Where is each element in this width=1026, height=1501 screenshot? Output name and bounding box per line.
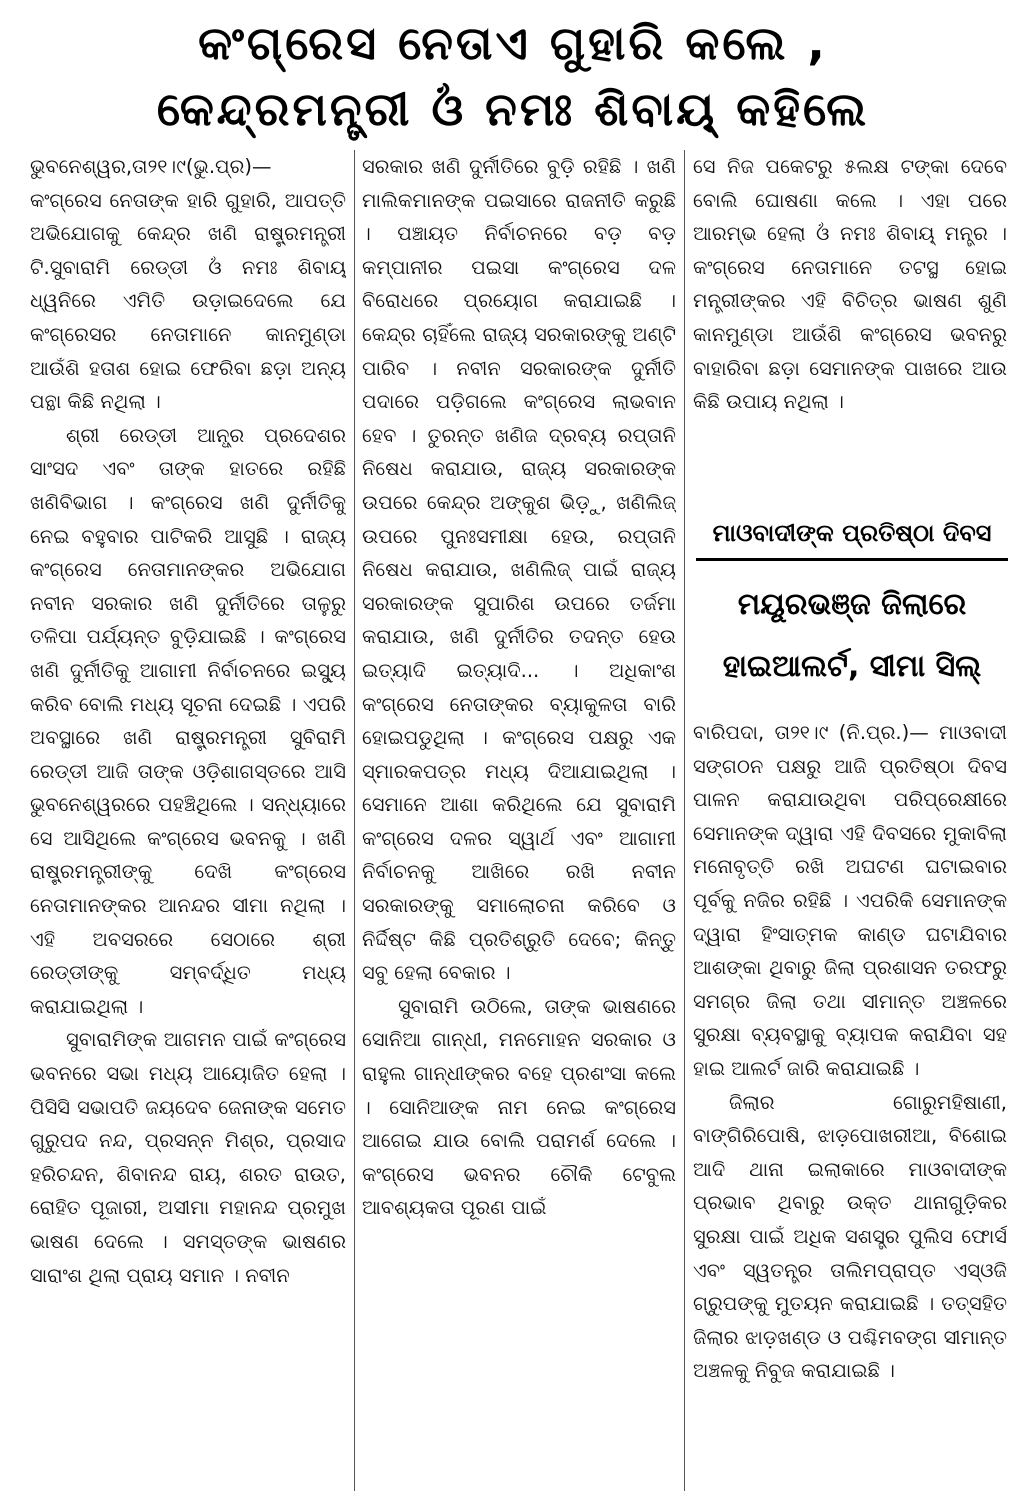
main-story-paragraph: ସୁବାରାମି ଉଠିଲେ, ତାଙ୍କ ଭାଷଣରେ ସୋନିଆ ଗାନ୍ଧୀ, ମନମୋହନ ସରକାର ଓ ରାହୁଲ ଗାନ୍ଧୀଙ୍କର ବହେ ପ୍ରଶଂସା କଲେ । ସୋନିଆଙ୍କ ନାମ ନେଇ କଂଗ୍ରେସ ଆଗେଇ ଯାଉ ବୋଲି ପରାମର୍ଶ ଦେଲେ । କଂଗ୍ରେସ ଭବନର ଚୌକି ଟେବୁଲ ଆବଶ୍ୟକତା ପୂରଣ ପାଇଁ bbox=[362, 994, 676, 1220]
second-story-column bbox=[693, 716, 1007, 1495]
second-story-paragraph: ଜିଲାର ଗୋରୁମହିଷାଣୀ, ବାଙ୍ଗିରିପୋଷି, ଝାଡ଼ପୋଖରୀଆ, ବିଶୋଇ ଆଦି ଥାନା ଇଲାକାରେ ମାଓବାଦୀଙ୍କ ପ୍ରଭାବ ଥିବାରୁ ଉକ୍ତ ଥାନାଗୁଡ଼ିକର ସୁରକ୍ଷା ପାଇଁ ଅଧିକ ସଶସ୍ତ୍ର ପୁଲିସ ଫୋର୍ସ ଏବଂ ସ୍ୱତନ୍ତ୍ର ତାଲିମପ୍ରାପ୍ତ ଏସ୍‌ଓଜି ଗ୍ରୁପଙ୍କୁ ମୁତୟନ କରାଯାଇଛି । ତତ୍‌ସହିତ ଜିଲାର ଝାଡ଼ଖଣ୍ଡ ଓ ପଶ୍ଚିମବଙ୍ଗ ସୀମାନ୍ତ ଅଞ୍ଚଳକୁ ନିବୁଜ କରାଯାଇଛି । bbox=[693, 1090, 1007, 1383]
main-story-paragraph bbox=[30, 150, 346, 419]
second-story-dateline: ବାରିପଦା, ତା୨୧।୯ (ନି.ପ୍ର.)— bbox=[693, 721, 929, 744]
main-story-paragraph: ଶ୍ରୀ ରେଡ୍ଡୀ ଆନ୍ଧ୍ର ପ୍ରଦେଶର ସାଂସଦ ଏବଂ ତାଙ୍କ ହାତରେ ରହିଛି ଖଣିବିଭାଗ । କଂଗ୍ରେସ ଖଣି ଦୁର୍ନୀତିକୁ ନେଇ ବହୁବାର ପାଟିକରି ଆସୁଛି । ରାଜ୍ୟ କଂଗ୍ରେସ ନେତାମାନଙ୍କର ଅଭିଯୋଗ ନବୀନ ସରକାର ଖଣି ଦୁର୍ନୀତିରେ ତାଳୁରୁ ତଳିପା ପର୍ଯ୍ୟନ୍ତ ବୁଡ଼ିଯାଇଛି । କଂଗ୍ରେସ ଖଣି ଦୁର୍ନୀତିକୁ ଆଗାମୀ ନିର୍ବାଚନରେ ଇସ୍ୟୁ କରିବ ବୋଲି ମଧ୍ୟ ସୂଚନା ଦେଇଛି । ଏପରି ଅବସ୍ଥାରେ ଖଣି ରାଷ୍ଟ୍ରମନ୍ତ୍ରୀ ସୁବିରାମି ରେଡ୍ଡୀ ଆଜି ତାଙ୍କ ଓଡ଼ିଶାଗସ୍ତରେ ଆସି ଭୁବନେଶ୍ୱରରେ ପହଞ୍ଚିଥିଲେ । ସନ୍ଧ୍ୟାରେ ସେ ଆସିଥିଲେ କଂଗ୍ରେସ ଭବନକୁ । ଖଣି ରାଷ୍ଟ୍ରମନ୍ତ୍ରୀଙ୍କୁ ଦେଖି କଂଗ୍ରେସ ନେତାମାନଙ୍କର ଆନନ୍ଦର ସୀମା ନଥିଲା । ଏହି ଅବସରରେ ସେଠାରେ ଶ୍ରୀ ରେଡ୍ଡୀଙ୍କୁ ସମ୍ବର୍ଦ୍ଧିତ ମଧ୍ୟ କରାଯାଇଥିଲା । bbox=[30, 423, 346, 1018]
main-story-paragraph: ସେ ନିଜ ପକେଟରୁ ୫ଲକ୍ଷ ଟଙ୍କା ଦେବେ ବୋଲି ଘୋଷଣା କଲେ । ଏହା ପରେ ଆରମ୍ଭ ହେଲା ଓଁ ନମଃ ଶିବାୟ୍ ମନ୍ତ୍ର । କଂଗ୍ରେସ ନେତାମାନେ ତଟସ୍ଥ ହୋଇ ମନ୍ତ୍ରୀଙ୍କର ଏହି ବିଚିତ୍ର ଭାଷଣ ଶୁଣି କାନମୁଣ୍ଡା ଆଉଁଶି କଂଗ୍ରେସ ଭବନରୁ ବାହାରିବା ଛଡ଼ା ସେମାନଙ୍କ ପାଖରେ ଆଉ କିଛି ଉପାୟ ନଥିଲା । bbox=[693, 155, 1007, 414]
second-story-paragraph bbox=[693, 716, 1007, 1086]
main-story-paragraph-text: କଂଗ୍ରେସ ନେତାଙ୍କ ହାରି ଗୁହାରି, ଆପତ୍ତି ଅଭିଯୋଗକୁ କେନ୍ଦ୍ର ଖଣି ରାଷ୍ଟ୍ରମନ୍ତ୍ରୀ ଟି.ସୁବାରାମି ରେଡ୍ଡୀ ଓଁ ନମଃ ଶିବାୟ୍ ଧ୍ୱନିରେ ଏମିତି ଉଡ଼ାଇଦେଲେ ଯେ କଂଗ୍ରେସର ନେତାମାନେ କାନମୁଣ୍ଡା ଆଉଁଶି ହତାଶ ହୋଇ ଫେରିବା ଛଡ଼ା ଅନ୍ୟ ପନ୍ଥା କିଛି ନଥିଲା । bbox=[30, 188, 346, 414]
second-story-headline-line-2: ହାଇଆଲର୍ଟ, ସୀମା ସିଲ୍ bbox=[722, 649, 982, 684]
column-divider bbox=[684, 150, 685, 1491]
second-story-kicker: ମାଓବାଦୀଙ୍କ ପ୍ରତିଷ୍ଠା ଦିବସ bbox=[712, 519, 992, 547]
main-headline bbox=[20, 10, 1006, 142]
kicker-underline bbox=[696, 558, 1008, 561]
column-divider bbox=[354, 150, 355, 1491]
main-story-paragraph: ସରକାର ଖଣି ଦୁର୍ନୀତିରେ ବୁଡ଼ି ରହିଛି । ଖଣି ମାଲିକମାନଙ୍କ ପଇସାରେ ରାଜନୀତି କରୁଛି । ପଞ୍ଚାୟତ ନିର୍ବାଚନରେ ବଡ଼ ବଡ଼ କମ୍ପାନୀର ପଇସା କଂଗ୍ରେସ ଦଳ ବିରୋଧରେ ପ୍ରୟୋଗ କରାଯାଇଛି । କେନ୍ଦ୍ର ଚାହିଁଲେ ରାଜ୍ୟ ସରକାରଙ୍କୁ ଅଣ୍ଟି ପାରିବ । ନବୀନ ସରକାରଙ୍କ ଦୁର୍ନୀତି ପଦାରେ ପଡ଼ିଗଲେ କଂଗ୍ରେସ ଲାଭବାନ ହେବ । ତୁରନ୍ତ ଖଣିଜ ଦ୍ରବ୍ୟ ରପ୍ତାନି ନିଷେଧ କରାଯାଉ, ରାଜ୍ୟ ସରକାରଙ୍କ ଉପରେ କେନ୍ଦ୍ର ଅଙ୍କୁଶ ଭିଡ଼ୁ, ଖଣିଲିଜ୍ ଉପରେ ପୁନଃସମୀକ୍ଷା ହେଉ, ରପ୍ତାନି ନିଷେଧ କରାଯାଉ, ଖଣିଲିଜ୍ ପାଇଁ ରାଜ୍ୟ ସରକାରଙ୍କ ସୁପାରିଶ ଉପରେ ତର୍ଜମା କରାଯାଉ, ଖଣି ଦୁର୍ନୀତିର ତଦନ୍ତ ହେଉ ଇତ୍ୟାଦି ଇତ୍ୟାଦି... । ଅଧିକାଂଶ କଂଗ୍ରେସ ନେତାଙ୍କର ବ୍ୟାକୁଳତା ବାରି ହୋଇପଡୁଥିଲା । କଂଗ୍ରେସ ପକ୍ଷରୁ ଏକ ସ୍ମାରକପତ୍ର ମଧ୍ୟ ଦିଆଯାଇଥିଲା । ସେମାନେ ଆଶା କରିଥିଲେ ଯେ ସୁବାରାମି କଂଗ୍ରେସ ଦଳର ସ୍ୱାର୍ଥ ଏବଂ ଆଗାମୀ ନିର୍ବାଚନକୁ ଆଖିରେ ରଖି ନବୀନ ସରକାରଙ୍କୁ ସମାଲୋଚନା କରିବେ ଓ ନିର୍ଦ୍ଦିଷ୍ଟ କିଛି ପ୍ରତିଶ୍ରୁତି ଦେବେ; କିନ୍ତୁ ସବୁ ହେଲା ବେକାର । bbox=[362, 155, 676, 985]
main-story-column-3 bbox=[693, 150, 1007, 506]
main-story-paragraph: ସୁବାରାମିଙ୍କ ଆଗମନ ପାଇଁ କଂଗ୍ରେସ ଭବନରେ ସଭା ମଧ୍ୟ ଆୟୋଜିତ ହେଲା । ପିସିସି ସଭାପତି ଜୟଦେବ ଜେନାଙ୍କ ସମେତ ଗୁରୁପଦ ନନ୍ଦ, ପ୍ରସନ୍ନ ମିଶ୍ର, ପ୍ରସାଦ ହରିଚନ୍ଦନ, ଶିବାନନ୍ଦ ରାୟ, ଶରତ ରାଉତ, ରୋହିତ ପୂଜାରୀ, ଅସୀମା ମହାନନ୍ଦ ପ୍ରମୁଖ ଭାଷଣ ଦେଲେ । ସମସ୍ତଙ୍କ ଭାଷଣର ସାରାଂଶ ଥିଲା ପ୍ରାୟ ସମାନ । ନବୀନ bbox=[30, 1028, 346, 1287]
main-headline-line-1: କଂଗ୍ରେସ ନେତାଏ ଗୁହାରି କଲେ , bbox=[198, 16, 828, 70]
second-story-headline bbox=[696, 574, 1008, 698]
main-headline-line-2: କେନ୍ଦ୍ରମନ୍ତ୍ରୀ ଓଁ ନମଃ ଶିବାୟ୍ କହିଲେ bbox=[156, 82, 870, 136]
main-story-column-2 bbox=[362, 150, 676, 1495]
second-story-headline-line-1: ମୟୂରଭଞ୍ଜ ଜିଲାରେ bbox=[737, 587, 967, 622]
main-story-column-1 bbox=[30, 150, 346, 1495]
second-story-paragraph-text: ମାଓବାଦୀ ସଙ୍ଗଠନ ପକ୍ଷରୁ ଆଜି ପ୍ରତିଷ୍ଠା ଦିବସ ପାଳନ କରାଯାଉଥିବା ପରିପ୍ରେକ୍ଷୀରେ ସେମାନଙ୍କ ଦ୍ୱାରା ଏହି ଦିବସରେ ମୁକାବିଲା ମନୋବୃତ୍ତି ରଖି ଅଘଟଣ ଘଟାଇବାର ପୂର୍ବକୁ ନଜିର ରହିଛି । ଏପରିକି ସେମାନଙ୍କ ଦ୍ୱାରା ହିଂସାତ୍ମକ କାଣ୍ଡ ଘଟାଯିବାର ଆଶଙ୍କା ଥିବାରୁ ଜିଲା ପ୍ରଶାସନ ତରଫରୁ ସମଗ୍ର ଜିଲା ତଥା ସୀମାନ୍ତ ଅଞ୍ଚଳରେ ସୁରକ୍ଷା ବ୍ୟବସ୍ଥାକୁ ବ୍ୟାପକ କରାଯିବା ସହ ହାଇ ଆଲର୍ଟ ଜାରି କରାଯାଇଛି । bbox=[693, 721, 1007, 1080]
main-story-dateline: ଭୁବନେଶ୍ୱର,ତା୨୧।୯(ଭୁ.ପ୍ର)— bbox=[30, 155, 272, 178]
